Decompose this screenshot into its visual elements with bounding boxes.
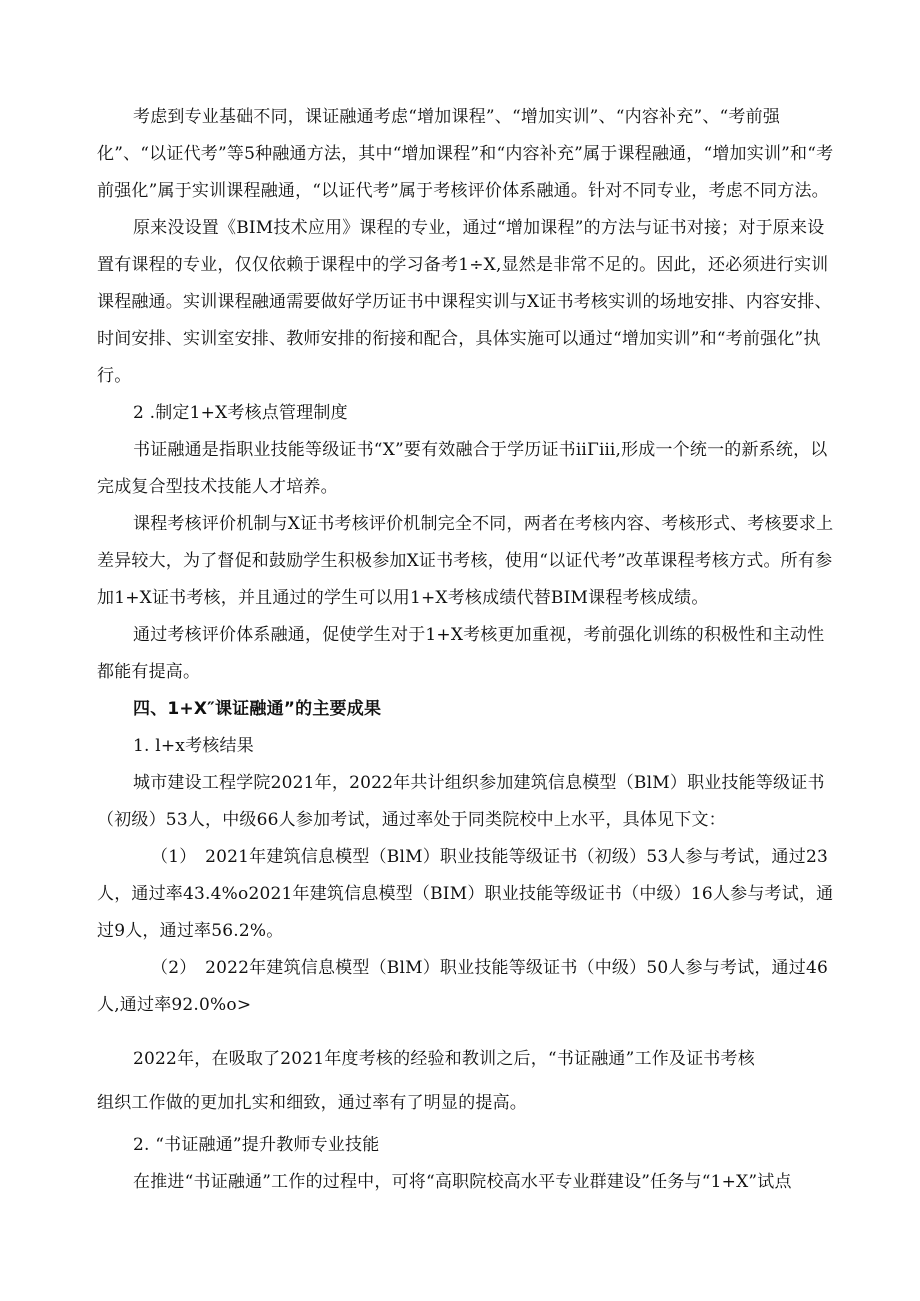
heading-exam-results: 1. l+x考核结果 bbox=[133, 736, 254, 756]
paragraph-improvement-line1: 2022年，在吸取了2021年度考核的经验和教训之后，“书证融通”工作及证书考核 bbox=[133, 1049, 755, 1069]
text-block-lower-2 bbox=[97, 1085, 837, 1122]
paragraph-integration-methods: 考虑到专业基础不同，课证融通考虑“增加课程”、“增加实训”、“内容补充”、“考前强化”、“以证代考”等5种融通方法，其中“增加课程”和“内容补充”属于课程融通，“增加实训”和“考前强化”属于实训课程融通，“以证代考”属于考核评价体系融通。针对不同专业，考虑不同方法。 bbox=[97, 107, 834, 201]
heading-assessment-system: 2 .制定1+X考核点管理制度 bbox=[133, 403, 348, 423]
text-block-lower-3 bbox=[97, 1127, 837, 1201]
paragraph-exam-overview: 城市建设工程学院2021年，2022年共计组织参加建筑信息模型（BlM）职业技能等级证书（初级）53人，中级66人参加考试，通过率处于同类院校中上水平，具体见下文： bbox=[97, 773, 825, 830]
text-block-lower bbox=[97, 1041, 837, 1078]
paragraph-improvement-line2: 组织工作做的更加扎实和细致，通过率有了明显的提高。 bbox=[97, 1093, 527, 1113]
paragraph-result-2022: （2） 2022年建筑信息模型（BlM）职业技能等级证书（中级）50人参与考试，通过46人,通过率92.0%o> bbox=[97, 958, 828, 1015]
paragraph-evaluation-mechanism: 课程考核评价机制与X证书考核评价机制完全不同，两者在考核内容、考核形式、考核要求上差异较大，为了督促和鼓励学生积极参加X证书考核，使用“以证代考”改革课程考核方式。所有参加1+X证书考核，并且通过的学生可以用1+X考核成绩代替BIM课程考核成绩。 bbox=[97, 514, 834, 608]
paragraph-result-2021: （1） 2021年建筑信息模型（BlM）职业技能等级证书（初级）53人参与考试，通过23人，通过率43.4%o2021年建筑信息模型（BIM）职业技能等级证书（中级）16人参与考试，通过9人，通过率56.2%。 bbox=[97, 847, 834, 941]
heading-teacher-skills: 2. “书证融通”提升教师专业技能 bbox=[133, 1135, 380, 1155]
paragraph-certificate-definition: 书证融通是指职业技能等级证书“X”要有效融合于学历证书ⅱΓⅲ,形成一个统一的新系统，以完成复合型技术技能人才培养。 bbox=[97, 440, 828, 497]
paragraph-evaluation-integration: 通过考核评价体系融通，促使学生对于1+X考核更加重视，考前强化训练的积极性和主动性都能有提高。 bbox=[97, 625, 825, 682]
paragraph-course-integration: 原来没设置《BIM技术应用》课程的专业，通过“增加课程”的方法与证书对接；对于原来设置有课程的专业，仅仅依赖于课程中的学习备考1÷X,显然是非常不足的。因此，还必须进行实训课程融通。实训课程融通需要做好学历证书中课程实训与X证书考核实训的场地安排、内容安排、时间安排、实训室安排、教师安排的衔接和配合，具体实施可以通过“增加实训”和“考前强化”执行。 bbox=[97, 218, 832, 386]
paragraph-promotion: 在推进“书证融通”工作的过程中，可将“高职院校高水平专业群建设”任务与“1+X”试点 bbox=[133, 1172, 792, 1192]
text-block-upper bbox=[97, 99, 837, 1024]
section-heading-main-results: 四、1+X″课证融通”的主要成果 bbox=[133, 699, 382, 719]
